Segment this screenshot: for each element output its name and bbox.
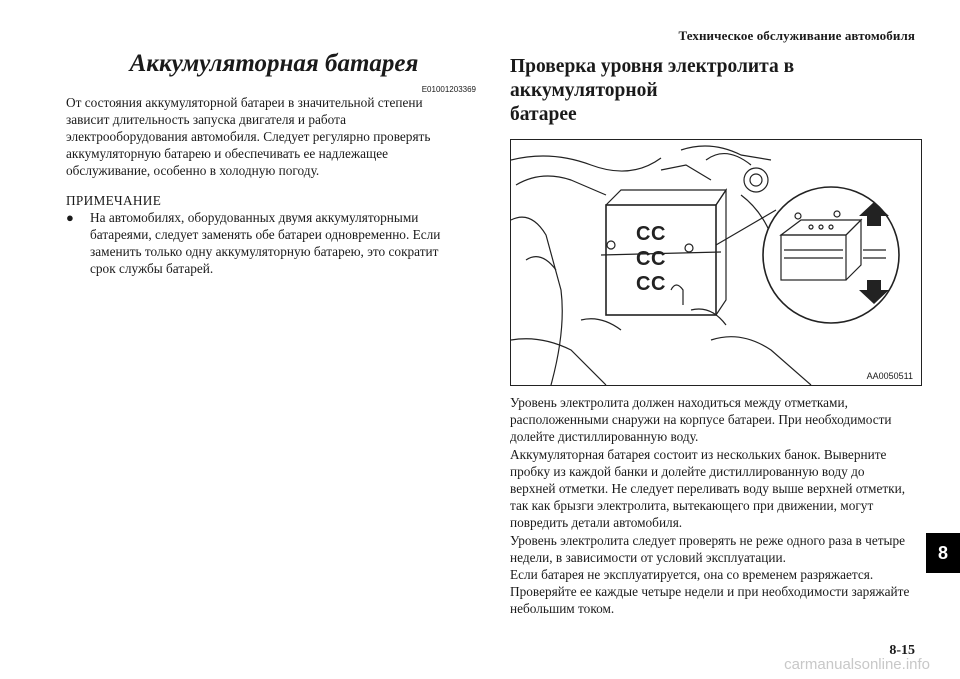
- heading-line: батарее: [510, 104, 577, 125]
- svg-text:C: C: [651, 273, 666, 295]
- watermark: carmanualsonline.info: [784, 656, 930, 673]
- left-column: [66, 50, 478, 277]
- text-line: расположенными снаружи на корпусе батареи. При необходимости: [510, 412, 892, 428]
- svg-text:C: C: [651, 223, 666, 245]
- text-line: верхней отметки. Не следует переливать воду выше верхней отметки,: [510, 481, 906, 497]
- battery-illustration: [510, 139, 922, 386]
- text-line: так как брызги электролита, вытекающего при движении, могут: [510, 498, 874, 514]
- svg-text:C: C: [636, 273, 651, 295]
- page-number: 8-15: [889, 643, 915, 658]
- text-line: От состояния аккумуляторной батареи в значительной степени: [66, 95, 423, 110]
- bullet-icon: ●: [66, 210, 74, 225]
- text-line: недели, в зависимости от условий эксплуатации.: [510, 549, 786, 565]
- text-line: Уровень электролита должен находиться между отметками,: [510, 395, 848, 410]
- text-line: Проверяйте ее каждые четыре недели и при необходимости заряжайте: [510, 584, 910, 600]
- section-code: E01001203369: [421, 85, 476, 94]
- text-line: пробку из каждой банки и долейте дистиллированную воду до: [510, 463, 865, 479]
- text-line: На автомобилях, оборудованных двумя аккумуляторными: [90, 210, 419, 225]
- intro-paragraph: [66, 94, 478, 179]
- text-line: Уровень электролита следует проверять не реже одного раза в четыре: [510, 532, 906, 548]
- text-line: срок службы батарей.: [90, 261, 214, 276]
- text-line: небольшим током.: [510, 601, 615, 617]
- heading-line: Проверка уровня электролита в аккумуляторной: [510, 56, 795, 101]
- svg-text:C: C: [651, 248, 666, 270]
- text-line: аккумуляторную батарею и обеспечивать ее надлежащее: [66, 146, 389, 161]
- text-line: повредить детали автомобиля.: [510, 515, 683, 531]
- running-header: Техническое обслуживание автомобиля: [678, 28, 915, 43]
- svg-text:C: C: [636, 248, 651, 270]
- right-column: [510, 55, 922, 618]
- note-label: ПРИМЕЧАНИЕ: [66, 193, 162, 208]
- svg-text:C: C: [636, 223, 651, 245]
- body-text: [510, 394, 922, 618]
- text-line: Аккумуляторная батарея состоит из нескольких банок. Выверните: [510, 446, 887, 462]
- text-line: заменить только одну аккумуляторную батарею, это сократит: [90, 244, 439, 259]
- text-line: Если батарея не эксплуатируется, она со временем разряжается.: [510, 567, 874, 583]
- text-line: электрооборудования автомобиля. Следует регулярно проверять: [66, 129, 431, 144]
- note-item: [66, 209, 478, 277]
- figure-code: AA0050511: [866, 371, 913, 381]
- text-line: батареями, следует заменять обе батареи одновременно. Если: [90, 227, 441, 242]
- chapter-tab: 8: [926, 533, 960, 573]
- subsection-heading: [510, 55, 922, 127]
- engine-bay-drawing: [511, 140, 921, 385]
- text-line: обслуживание, особенно в холодную погоду.: [66, 163, 320, 178]
- text-line: долейте дистиллированную воду.: [510, 429, 699, 445]
- section-heading: Аккумуляторная батарея: [129, 50, 419, 77]
- text-line: зависит длительность запуска двигателя и работа: [66, 112, 347, 127]
